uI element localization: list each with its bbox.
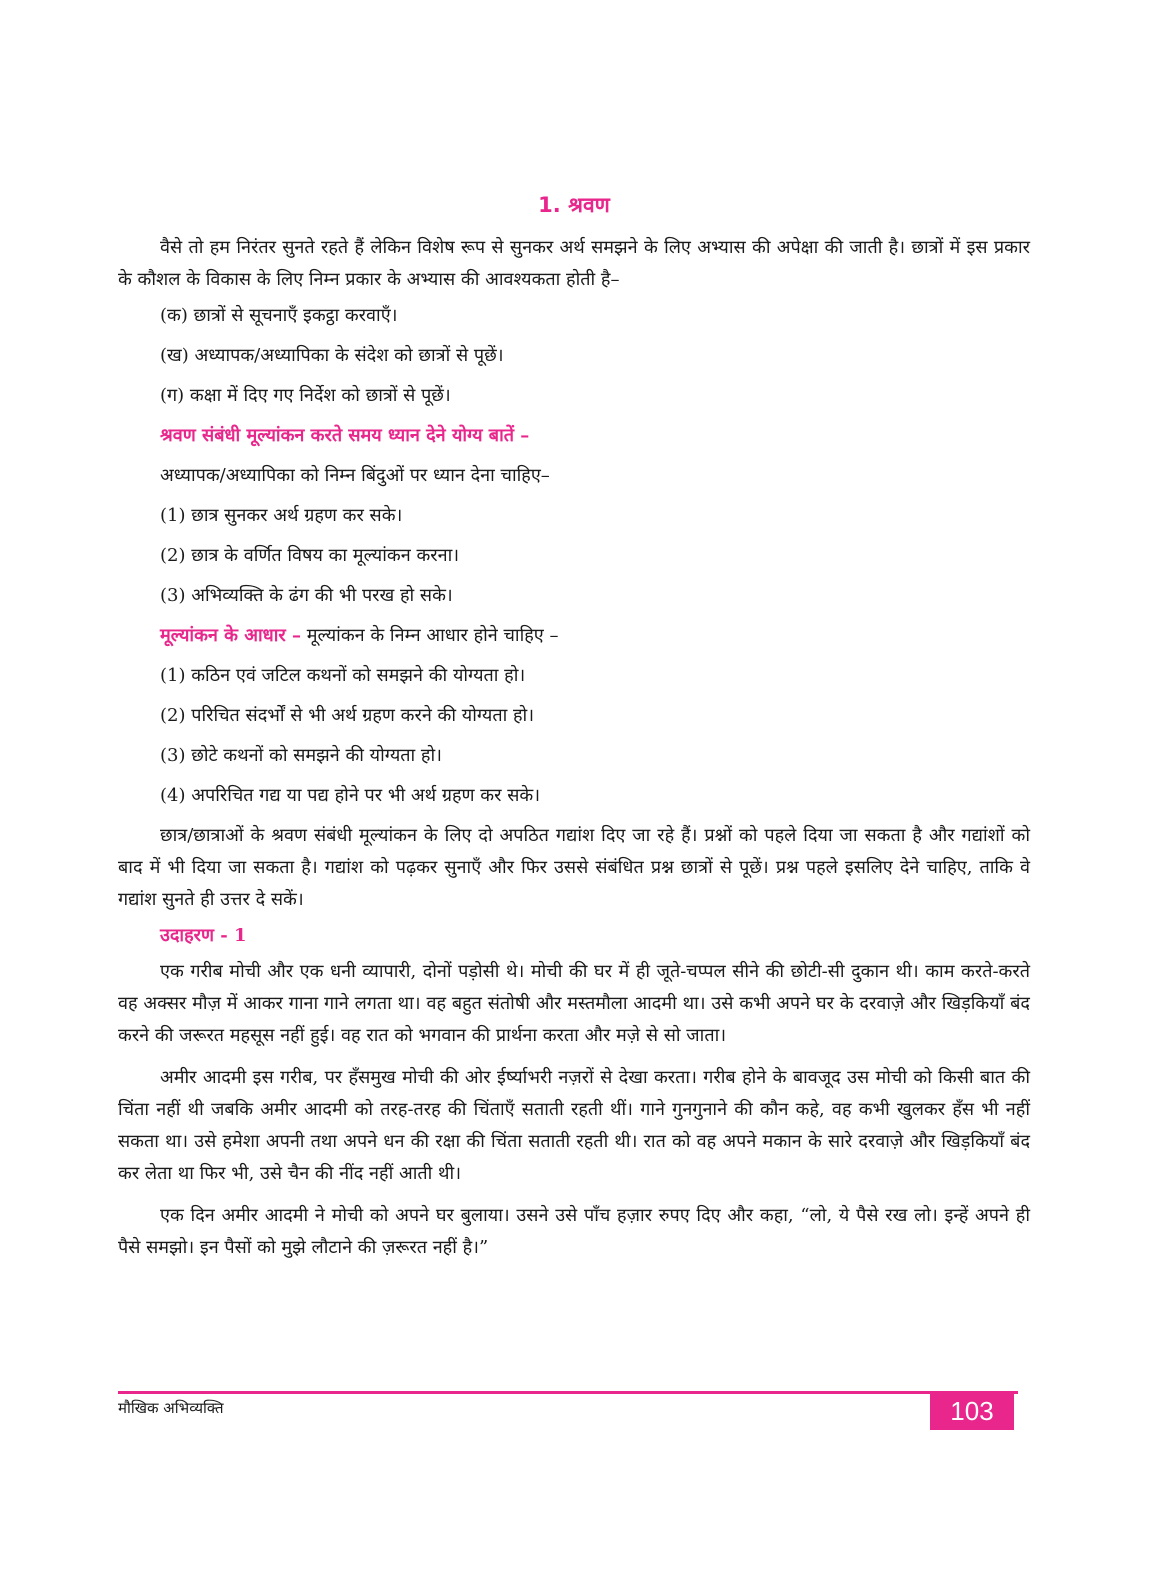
instruction-paragraph: छात्र/छात्राओं के श्रवण संबंधी मूल्यांकन के लिए दो अपठित गद्यांश दिए जा रहे हैं। प्रश्नों को पहले दिया जा सकता है और गद्यांशों को बाद में भी दिया जा सकता है। गद्यांश को पढ़कर सुनाएँ और फिर उससे संबंधित प्रश्न छात्रों से पूछें। प्रश्न पहले इसलिए देने चाहिए, ताकि वे गद्यांश सुनते ही उत्तर दे सकें।: [118, 825, 1030, 910]
story-paragraph: एक दिन अमीर आदमी ने मोची को अपने घर बुलाया। उसने उसे पाँच हज़ार रुपए दिए और कहा, “लो, ये पैसे रख लो। इन्हें अपने ही पैसे समझो। इन पैसों को मुझे लौटाने की ज़रूरत नहीं है।”: [118, 1205, 1030, 1258]
basis-point: (2) परिचित संदर्भों से भी अर्थ ग्रहण करने की योग्यता हो।: [160, 705, 535, 726]
page-body: [118, 190, 1030, 1274]
page-number-badge: 103: [930, 1392, 1014, 1430]
evaluation-point: (3) अभिव्यक्ति के ढंग की भी परख हो सके।: [160, 585, 453, 606]
basis-point: (1) कठिन एवं जटिल कथनों को समझने की योग्यता हो।: [160, 665, 526, 686]
basis-point: (4) अपरिचित गद्य या पद्य होने पर भी अर्थ ग्रहण कर सके।: [160, 785, 541, 806]
practice-item: (ख) अध्यापक/अध्यापिका के संदेश को छात्रों से पूछें।: [160, 345, 504, 366]
evaluation-heading: श्रवण संबंधी मूल्यांकन करते समय ध्यान देने योग्य बातें –: [160, 425, 530, 446]
footer-divider: [118, 1391, 1018, 1394]
story-paragraph: अमीर आदमी इस गरीब, पर हँसमुख मोची की ओर ईर्ष्याभरी नज़रों से देखा करता। गरीब होने के बावजूद उस मोची को किसी बात की चिंता नहीं थी जबकि अमीर आदमी को तरह-तरह की चिंताएँ सताती रहती थीं। गाने गुनगुनाने की कौन कहे, वह कभी खुलकर हँस भी नहीं सकता था। उसे हमेशा अपनी तथा अपने धन की रक्षा की चिंता सताती रहती थी। रात को वह अपने मकान के सारे दरवाज़े और खिड़कियाँ बंद कर लेता था फिर भी, उसे चैन की नींद नहीं आती थी।: [118, 1067, 1030, 1184]
intro-paragraph: वैसे तो हम निरंतर सुनते रहते हैं लेकिन विशेष रूप से सुनकर अर्थ समझने के लिए अभ्यास की अपेक्षा की जाती है। छात्रों में इस प्रकार के कौशल के विकास के लिए निम्न प्रकार के अभ्यास की आवश्यकता होती है–: [118, 237, 1030, 290]
practice-item: (क) छात्रों से सूचनाएँ इकट्ठा करवाएँ।: [160, 305, 398, 326]
section-title: 1. श्रवण: [538, 193, 610, 217]
story-paragraph: एक गरीब मोची और एक धनी व्यापारी, दोनों पड़ोसी थे। मोची की घर में ही जूते-चप्पल सीने की छोटी-सी दुकान थी। काम करते-करते वह अक्सर मौज़ में आकर गाना गाने लगता था। वह बहुत संतोषी और मस्तमौला आदमी था। उसे कभी अपने घर के दरवाज़े और खिड़कियाँ बंद करने की जरूरत महसूस नहीं हुई। वह रात को भगवान की प्रार्थना करता और मज़े से सो जाता।: [118, 961, 1030, 1046]
evaluation-point: (1) छात्र सुनकर अर्थ ग्रहण कर सके।: [160, 505, 403, 526]
practice-item: (ग) कक्षा में दिए गए निर्देश को छात्रों से पूछें।: [160, 385, 451, 406]
example-heading: उदाहरण - 1: [160, 925, 247, 946]
basis-line: [118, 620, 1030, 652]
evaluation-point: (2) छात्र के वर्णित विषय का मूल्यांकन करना।: [160, 545, 460, 566]
basis-text: मूल्यांकन के निम्न आधार होने चाहिए –: [301, 625, 559, 646]
footer-chapter-label: मौखिक अभिव्यक्ति: [118, 1399, 224, 1417]
basis-label: मूल्यांकन के आधार –: [160, 625, 302, 646]
basis-point: (3) छोटे कथनों को समझने की योग्यता हो।: [160, 745, 442, 766]
evaluation-intro: अध्यापक/अध्यापिका को निम्न बिंदुओं पर ध्यान देना चाहिए–: [160, 465, 550, 486]
